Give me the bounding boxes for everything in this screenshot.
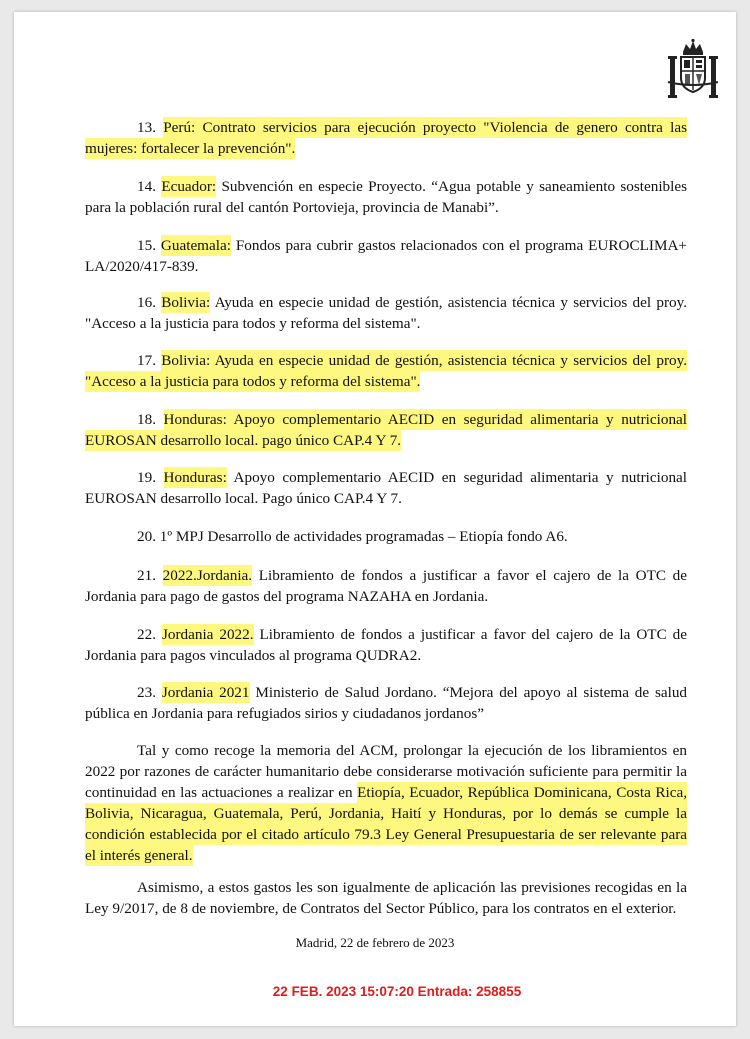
list-item: 21. 2022.Jordania. Libramiento de fondos a justificar a favor el cajero de la OTC de Jordania para pago de gastos del programa NAZAHA en Jordania. xyxy=(85,567,688,605)
list-item: 19. Honduras: Apoyo complementario AECID en seguridad alimentaria y nutricional EUROSAN desarrollo local. Pago único CAP.4 Y 7. xyxy=(85,469,687,507)
list-item: 20. 1º MPJ Desarrollo de actividades programadas – Etiopía fondo A6. xyxy=(137,528,568,545)
date-line: Madrid, 22 de febrero de 2023 xyxy=(295,935,455,950)
document-page xyxy=(14,12,736,1026)
list-item: 13. Perú: Contrato servicios para ejecución proyecto "Violencia de genero contra las mujeres: fortalecer la prevención". xyxy=(85,119,687,157)
registry-stamp: 22 FEB. 2023 15:07:20 Entrada: 258855 xyxy=(272,984,522,999)
list-item: 17. Bolivia: Ayuda en especie unidad de gestión, asistencia técnica y servicios del proy. "Acceso a la justicia para todos y reforma del sistema". xyxy=(85,352,687,390)
closing-paragraph: Asimismo, a estos gastos les son igualmente de aplicación las previsiones recogidas en la Ley 9/2017, de 8 de noviembre, de Contratos del Sector Público, para los contratos en el exterior. xyxy=(85,879,687,917)
spain-coat-of-arms-icon xyxy=(666,38,720,104)
list-item: 16. Bolivia: Ayuda en especie unidad de gestión, asistencia técnica y servicios del proy. "Acceso a la justicia para todos y reforma del sistema". xyxy=(85,294,687,332)
list-item: 18. Honduras: Apoyo complementario AECID en seguridad alimentaria y nutricional EUROSAN desarrollo local. pago único CAP.4 Y 7. xyxy=(85,411,687,449)
list-item: 15. Guatemala: Fondos para cubrir gastos relacionados con el programa EUROCLIMA+ LA/2020/417-839. xyxy=(85,237,688,275)
list-item: 22. Jordania 2022. Libramiento de fondos a justificar a favor del cajero de la OTC de Jordania para pagos vinculados al programa QUDRA2. xyxy=(85,626,688,664)
list-item: 14. Ecuador: Subvención en especie Proyecto. “Agua potable y saneamiento sostenibles para la población rural del cantón Portovieja, provincia de Manabi”. xyxy=(85,178,688,216)
conclusion-paragraph: Tal y como recoge la memoria del ACM, prolongar la ejecución de los libramientos en 2022 por razones de carácter humanitario debe considerarse motivación suficiente para permitir la continuidad en las actuaciones a realizar en Etiopía, Ecuador, República Dominicana, Costa Rica, Bolivia, Nicaragua, Guatemala, Perú, Jordania, Haití y Honduras, por lo demás se cumple la condición establecida por el citado artículo 79.3 Ley General Presupuestaria de ser relevante para el interés general. xyxy=(85,742,688,864)
list-item: 23. Jordania 2021 Ministerio de Salud Jordano. “Mejora del apoyo al sistema de salud pública en Jordania para refugiados sirios y ciudadanos jordanos” xyxy=(85,684,688,722)
